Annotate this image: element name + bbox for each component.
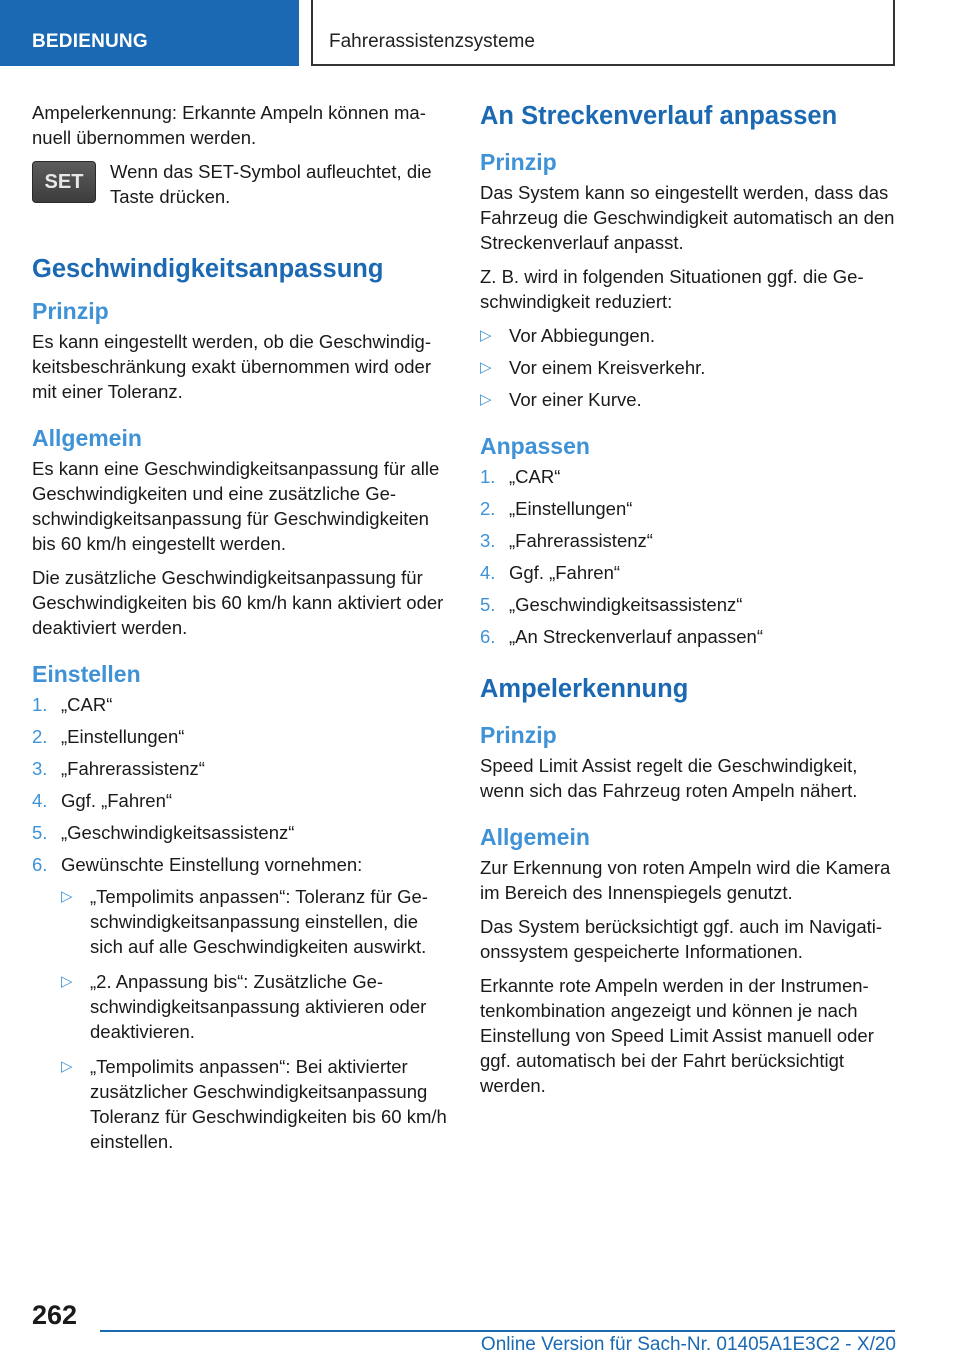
substep-text: „Tempolimits anpassen“: Toleranz für Geschwindigkeitsanpassung einstellen, die sich auf alle Geschwindigkeiten auswirkt.: [90, 886, 428, 957]
step-number: 4.: [32, 790, 48, 811]
list-item: [480, 323, 896, 348]
step-text: „Fahrerassistenz“: [509, 530, 653, 551]
triangle-bullet-icon: ▷: [480, 327, 492, 344]
list-item: [61, 969, 448, 1044]
footer-version-text: Online Version für Sach-Nr. 01405A1E3C2 - X/20: [480, 1334, 896, 1355]
list-item: [480, 464, 896, 489]
list-item: [61, 1054, 448, 1154]
heading-streckenverlauf: An Streckenverlauf anpassen: [480, 102, 838, 130]
list-item: [480, 496, 896, 521]
heading-allgemein: Allgemein: [480, 824, 590, 850]
einstellen-steps: [32, 692, 448, 877]
heading-ampelerkennung: Ampelerkennung: [480, 675, 689, 703]
list-item: [480, 387, 896, 412]
step-number: 5.: [480, 594, 496, 615]
heading-einstellen: Einstellen: [32, 661, 141, 687]
allgemein-text-2: Das System berücksichtigt ggf. auch im Navigationssystem gespeicherte Informationen.: [480, 916, 883, 962]
step-text: „An Streckenverlauf anpassen“: [509, 626, 763, 647]
prinzip-text: Es kann eingestellt werden, ob die Geschwindigkeitsbeschränkung exakt übernommen wird oder mit einer Toleranz.: [32, 331, 432, 402]
bullet-text: Vor Abbiegungen.: [509, 325, 656, 346]
allgemein-text-2: Die zusätzliche Geschwindigkeitsanpassung für Geschwindigkeiten bis 60 km/h kann aktiviert oder deaktiviert werden.: [32, 567, 444, 638]
step-number: 5.: [32, 822, 48, 843]
step-text: „Einstellungen“: [509, 498, 633, 519]
step-text: „CAR“: [61, 694, 113, 715]
step-text: Gewünschte Einstellung vornehmen:: [61, 854, 363, 875]
allgemein-text-1: Es kann eine Geschwindigkeitsanpassung für alle Geschwindigkeiten und eine zusätzliche Geschwindigkeitsanpassung für Geschwindigkeiten bis 60 km/h eingestellt werden.: [32, 458, 440, 554]
allgemein-text-1: Zur Erkennung von roten Ampeln wird die Kamera im Bereich des Innenspiegels genutzt.: [480, 857, 891, 903]
triangle-bullet-icon: ▷: [480, 359, 492, 376]
list-item: [32, 788, 448, 813]
heading-prinzip: Prinzip: [480, 149, 557, 175]
left-column: [32, 100, 448, 1164]
list-item: [32, 852, 448, 877]
step-number: 6.: [32, 854, 48, 875]
list-item: [32, 724, 448, 749]
step-number: 2.: [32, 726, 48, 747]
step-number: 4.: [480, 562, 496, 583]
list-item: [32, 756, 448, 781]
footer-divider: [100, 1330, 895, 1332]
step-number: 1.: [32, 694, 48, 715]
step-number: 6.: [480, 626, 496, 647]
list-item: [480, 528, 896, 553]
substep-text: „2. Anpassung bis“: Zusätzliche Geschwindigkeitsanpassung aktivieren oder deaktivieren.: [90, 971, 427, 1042]
heading-prinzip: Prinzip: [480, 722, 557, 748]
list-item: [32, 820, 448, 845]
bullet-text: Vor einer Kurve.: [509, 389, 642, 410]
bullet-text: Vor einem Kreisverkehr.: [509, 357, 706, 378]
anpassen-steps: [480, 464, 896, 649]
triangle-bullet-icon: ▷: [61, 973, 73, 990]
section-tab: BEDIENUNG: [0, 0, 299, 66]
prinzip2-text: Speed Limit Assist regelt die Geschwindigkeit, wenn sich das Fahrzeug roten Ampeln nähert.: [480, 755, 858, 801]
step-number: 2.: [480, 498, 496, 519]
einstellen-substeps: [61, 884, 448, 1154]
intro-text: Ampelerkennung: Erkannte Ampeln können manuell übernommen werden.: [32, 102, 426, 148]
heading-anpassen: Anpassen: [480, 433, 590, 459]
step-text: Ggf. „Fahren“: [509, 562, 621, 583]
chapter-title: Fahrerassistenzsysteme: [311, 0, 895, 66]
set-instruction-text: Wenn das SET-Symbol aufleuchtet, die Taste drücken.: [110, 161, 432, 207]
list-item: [32, 692, 448, 717]
allgemein-text-3: Erkannte rote Ampeln werden in der Instrumentenkombination angezeigt und können je nach Einstellung von Speed Limit Assist manuell oder ggf. automatisch bei der Fahrt berücksichtigt werden.: [480, 975, 874, 1096]
list-item: [480, 355, 896, 380]
heading-prinzip: Prinzip: [32, 298, 109, 324]
step-text: Ggf. „Fahren“: [61, 790, 173, 811]
substep-text: „Tempolimits anpassen“: Bei aktivierter zusätzlicher Geschwindigkeitsanpassung Toleranz für Geschwindigkeiten bis 60 km/h einstellen.: [90, 1056, 447, 1152]
prinzip-text-2: Z. B. wird in folgenden Situationen ggf. die Geschwindigkeit reduziert:: [480, 266, 864, 312]
triangle-bullet-icon: ▷: [480, 391, 492, 408]
heading-allgemein: Allgemein: [32, 425, 142, 451]
list-item: [480, 592, 896, 617]
prinzip-text-1: Das System kann so eingestellt werden, dass das Fahrzeug die Geschwindigkeit automatisch an den Streckenverlauf anpasst.: [480, 182, 895, 253]
set-instruction: [32, 159, 448, 209]
step-text: „Fahrerassistenz“: [61, 758, 205, 779]
heading-geschwindigkeitsanpassung: Geschwindigkeitsanpassung: [32, 255, 384, 283]
situation-bullets: [480, 323, 896, 412]
step-text: „Geschwindigkeitsassistenz“: [61, 822, 295, 843]
step-text: „Einstellungen“: [61, 726, 185, 747]
right-column: [480, 100, 896, 1107]
set-button-icon: SET: [32, 161, 96, 203]
step-number: 3.: [32, 758, 48, 779]
triangle-bullet-icon: ▷: [61, 1058, 73, 1075]
step-number: 1.: [480, 466, 496, 487]
step-number: 3.: [480, 530, 496, 551]
triangle-bullet-icon: ▷: [61, 888, 73, 905]
page-header: [0, 0, 960, 66]
list-item: [480, 560, 896, 585]
step-text: „CAR“: [509, 466, 561, 487]
page-number: 262: [32, 1300, 78, 1330]
list-item: [480, 624, 896, 649]
list-item: [61, 884, 448, 959]
step-text: „Geschwindigkeitsassistenz“: [509, 594, 743, 615]
